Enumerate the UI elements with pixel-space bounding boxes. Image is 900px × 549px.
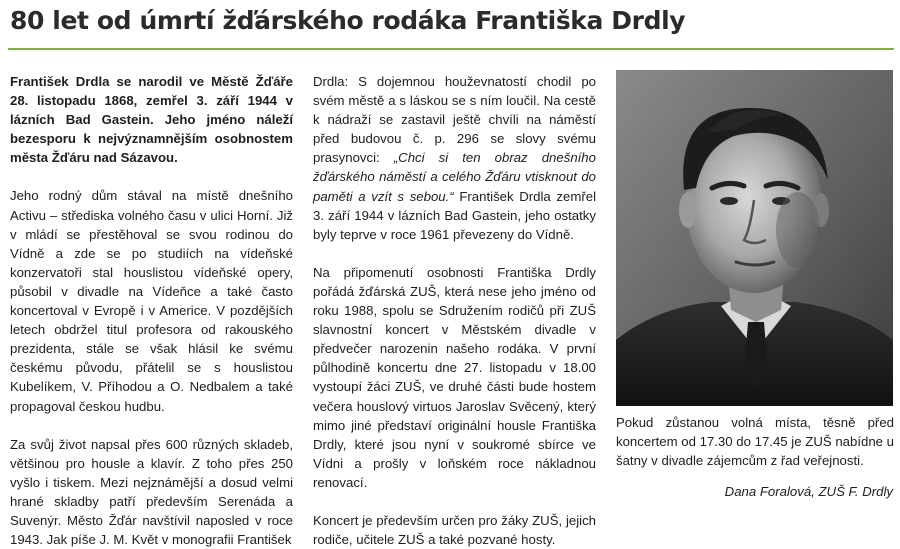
headline-divider (8, 48, 894, 50)
article-paragraph-2: Za svůj život napsal přes 600 různých skladeb, většinou pro housle a klavír. Z toho přes 250 vyšlo i tiskem. Mezi nejznámější a dosud velmi hrané skladby patří především Serenáda a Suvenýr. Město Žďár navštívil naposled v roce 1943. Jak píše J. M. Květ v monografii František (10, 436, 293, 548)
article-headline: 80 let od úmrtí žďárského rodáka Františka Drdly (10, 6, 686, 35)
portrait-illustration (616, 70, 893, 406)
article-paragraph-4: Na připomenutí osobnosti Františka Drdly pořádá žďárská ZUŠ, která nese jeho jméno od roku 1988, spolu se Sdružením rodičů při ZUŠ slavnostní koncert v Městském divadle v předvečer narozenin našeho rodáka. V první půlhodině koncertu dne 27. listopadu v 18.00 vystoupí žáci ZUŠ, ve druhé části bude hostem večera houslový virtuos Jaroslav Svěcený, který mimo jiné představí originální housle Františka Drdly, které jsou nyní v soukromé sbírce ve Vídni a prošly v loňském roce nákladnou renovací. (313, 264, 596, 490)
article-lead: František Drdla se narodil ve Městě Žďáře 28. listopadu 1868, zemřel 3. září 1944 v lázních Bad Gastein. Jeho jméno náleží bezesporu k nejvýznamnějším osobnostem města Žďáru nad Sázavou. (10, 74, 293, 166)
article-paragraph-1: Jeho rodný dům stával na místě dnešního Activu – střediska volného času v ulici Horní. Již v mládí se přestěhoval se svou rodinou do Vídně a zde se po studiích na vídeňské konzervatoři stal houslistou vídeňské opery, působil v divadle na Vídeňce a také často koncertoval v Evropě i v Americe. V pozdějších letech obdržel titul profesora od rakouského prezidenta, stále se však hlásil ke svému českému původu, přátelil se s houslistou Kubelíkem, V. Příhodou a O. Nedbalem a také propagoval českou hudbu. (10, 188, 293, 414)
article-paragraph-3 (313, 72, 596, 244)
photo-caption: Pokud zůstanou volná místa, těsně před koncertem od 17.30 do 17.45 je ZUŠ nabídne u šatny v divadle zájemcům z řad veřejnosti. (616, 415, 894, 468)
article-paragraph-5: Koncert je především určen pro žáky ZUŠ, jejich rodiče, učitele ZUŠ a také pozvané hosty. (313, 512, 596, 548)
drdla-quote: „Chci si ten obraz dnešního žďárského náměstí a celého Žďáru vtisknout do paměti a vzít s sebou.“ (313, 150, 596, 204)
paragraph-3-start: Drdla: S dojemnou houževnatostí chodil po svém městě a s láskou se s ním loučil. Na cestě k nádraží se zastavil ještě chvíli na náměstí před budovou č. p. 296 se slovy svému prasynovci: (313, 74, 596, 166)
author-signature: Dana Foralová, ZUŠ F. Drdly (724, 484, 893, 499)
text-column-1 (10, 72, 293, 549)
portrait-photo (616, 70, 893, 406)
paragraph-3-end: František Drdla zemřel 3. září 1944 v lázních Bad Gastein, jeho ostatky byly teprve v roce 1961 převezeny do Vídně. (313, 188, 596, 242)
text-column-2 (313, 72, 596, 549)
